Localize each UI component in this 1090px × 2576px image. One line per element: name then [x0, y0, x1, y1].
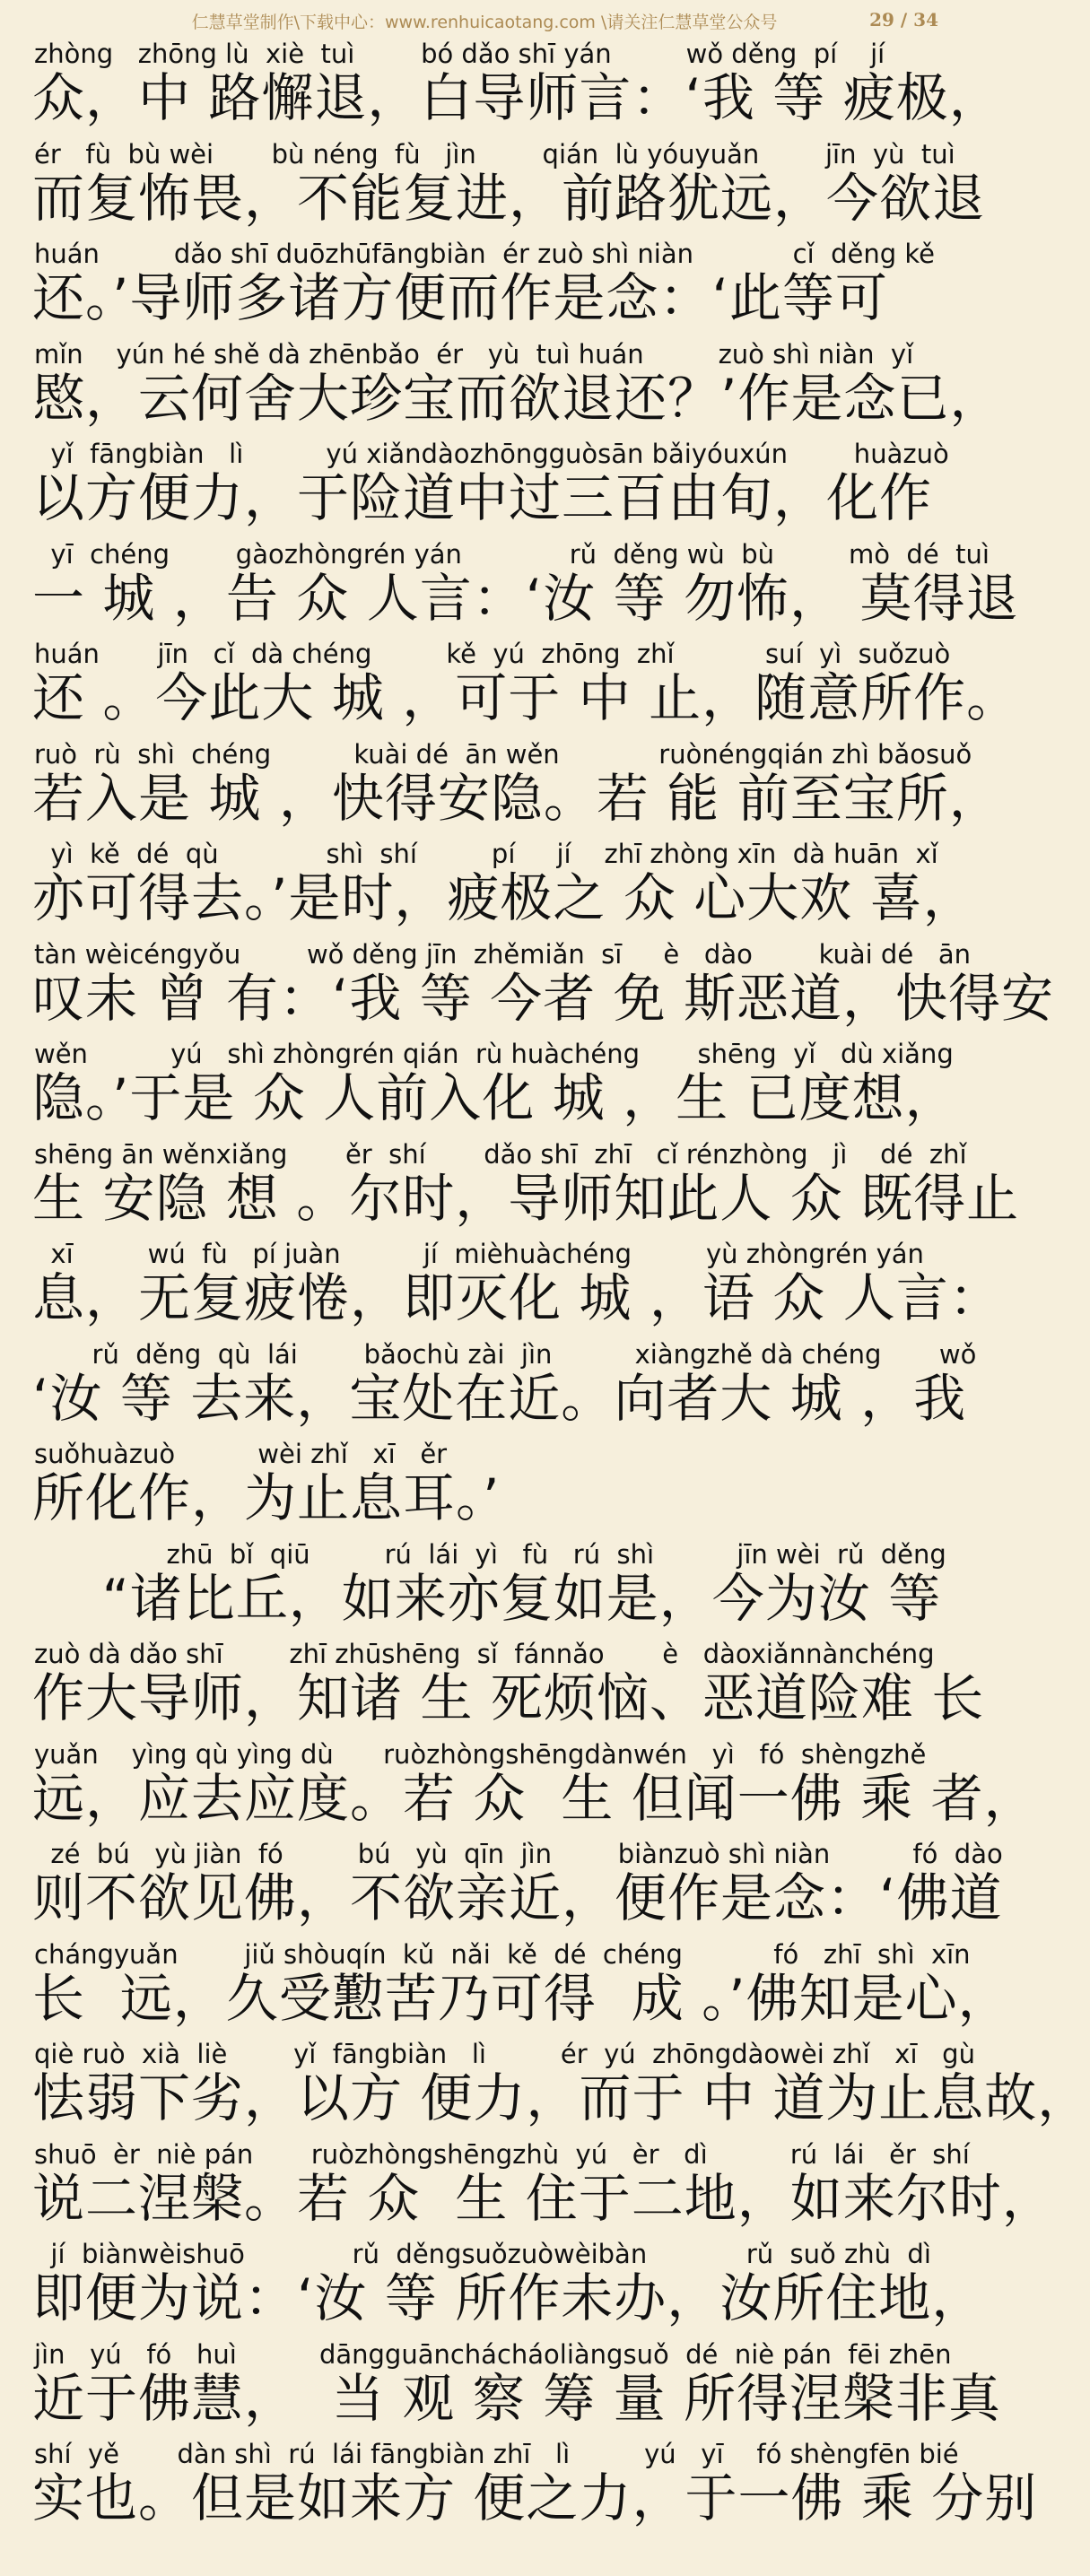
pinyin-annotation: zhòng zhōng lù xiè tuì bó dǎo shī yán wǒ děng pí jí	[34, 39, 885, 69]
hanzi-text: 则不欲见佛，不欲亲近，便作是念：‘佛道	[32, 1867, 1003, 1928]
hanzi-text: 一 城 ，告 众 人言：‘汝 等 勿怖， 莫得退	[32, 567, 1019, 629]
text-line	[27, 1736, 1037, 1837]
hanzi-text: 长 远，久受懃苦乃可得 成 。’佛知是心，	[32, 1967, 1011, 2029]
text-line	[27, 736, 1002, 837]
text-line	[27, 236, 942, 336]
hanzi-text: 实也。但是如来方 便之力，于一佛 乘 分别	[32, 2467, 1038, 2528]
hanzi-text: 以方便力，于险道中过三百由旬，化作	[32, 467, 933, 528]
text-line	[27, 2036, 1090, 2137]
page-header: 仁慧草堂制作\下载中心：www.renhuicaotang.com \请关注仁慧草堂公众号	[191, 12, 778, 32]
text-line	[27, 1536, 946, 1637]
text-line	[27, 1336, 977, 1437]
text-line	[27, 936, 1055, 1037]
pinyin-annotation: zé bú yù jiàn fó bú yù qīn jìn biànzuò shì niàn fó dào	[34, 1839, 1003, 1869]
pinyin-annotation: suǒhuàzuò wèi zhǐ xī ěr	[34, 1439, 448, 1469]
text-line	[27, 36, 1002, 136]
pinyin-annotation: jí biànwèishuō rǔ děngsuǒzuòwèibàn rǔ suǒ zhù dì	[34, 2239, 931, 2269]
text-line	[27, 2137, 1055, 2237]
pinyin-annotation: shí yě dàn shì rú lái fāngbiàn zhī lì yú yī fó shèngfēn bié	[34, 2439, 959, 2469]
text-line	[27, 836, 976, 936]
hanzi-text: 而复怖畏，不能复进，前路犹远，今欲退	[32, 167, 986, 229]
pinyin-annotation: zuò dà dǎo shī zhī zhūshēng sǐ fánnǎo è dàoxiǎnnànchéng	[34, 1639, 935, 1669]
hanzi-text: “诸比丘，如来亦复如是，今为汝 等	[32, 1567, 942, 1629]
hanzi-text: ‘汝 等 去来，宝处在近。向者大 城 ，我	[32, 1367, 967, 1429]
pinyin-annotation: qiè ruò xià liè yǐ fāngbiàn lì ér yú zhōngdàowèi zhǐ xī gù	[34, 2039, 975, 2069]
pinyin-annotation: chángyuǎn jiǔ shòuqín kǔ nǎi kě dé chéng fó zhī shì xīn	[34, 1938, 971, 1970]
text-line	[27, 136, 986, 237]
text-line	[27, 536, 1019, 637]
hanzi-text: 还。’导师多诸方便而作是念：‘此等可	[32, 267, 888, 328]
text-line	[27, 2236, 985, 2337]
pinyin-annotation: mǐn yún hé shě dà zhēnbǎo ér yù tuì huán zuò shì niàn yǐ	[34, 338, 914, 370]
pinyin-annotation: yuǎn yìng qù yìng dù ruòzhòngshēngdànwén yì fó shèngzhě	[34, 1738, 927, 1770]
text-line	[27, 1636, 985, 1736]
pinyin-annotation: wěn yú shì zhòngrén qián rù huàchéng shēng yǐ dù xiǎng	[34, 1039, 954, 1069]
pinyin-annotation: huán jīn cǐ dà chéng kě yú zhōng zhǐ suí yì suǒzuò	[34, 639, 951, 669]
pinyin-annotation: zhū bǐ qiū rú lái yì fù rú shì jīn wèi rǔ děng	[34, 1538, 946, 1570]
pinyin-annotation: huán dǎo shī duōzhūfāngbiàn ér zuò shì niàn cǐ děng kě	[34, 239, 935, 269]
hanzi-text: 说二涅槃。若 众 生 住于二地，如来尔时，	[32, 2167, 1055, 2229]
hanzi-text: 若入是 城 ，快得安隐。若 能 前至宝所，	[32, 767, 1002, 829]
hanzi-text: 愍，云何舍大珍宝而欲退还？’作是念已，	[32, 367, 1003, 429]
pinyin-annotation: rǔ děng qù lái bǎochù zài jìn xiàngzhě dà chéng wǒ	[34, 1338, 977, 1370]
text-line	[27, 1436, 942, 1536]
scripture-text	[27, 36, 1090, 2537]
text-line	[27, 1036, 958, 1136]
hanzi-text: 众，中 路懈退，白导师言：‘我 等 疲极，	[32, 67, 1002, 128]
hanzi-text: 息，无复疲惓，即灭化 城 ，语 众 人言：	[32, 1267, 1002, 1328]
pinyin-annotation: ér fù bù wèi bù néng fù jìn qián lù yóuyuǎn jīn yù tuì	[34, 138, 955, 170]
hanzi-text: 生 安隐 想 。尔时，导师知此人 众 既得止	[32, 1167, 1020, 1229]
page-number: 29 / 34	[869, 9, 938, 30]
hanzi-text: 怯弱下劣，以方 便力，而于 中 道为止息故，	[32, 2067, 1090, 2128]
text-line	[27, 2337, 1002, 2437]
text-line	[27, 436, 949, 536]
text-line	[27, 636, 1020, 736]
text-line	[27, 336, 1003, 437]
pinyin-annotation: ruò rù shì chéng kuài dé ān wěn ruònéngqián zhì bǎosuǒ	[34, 738, 972, 770]
hanzi-text: 所化作，为止息耳。’	[32, 1467, 501, 1528]
pinyin-annotation: yì kě dé qù shì shí pí jí zhī zhòng xīn dà huān xǐ	[34, 839, 938, 869]
text-line	[27, 1936, 1011, 2037]
pinyin-annotation: yǐ fāngbiàn lì yú xiǎndàozhōngguòsān bǎiyóuxún huàzuò	[34, 439, 949, 469]
hanzi-text: 隐。’于是 众 人前入化 城 ，生 已度想，	[32, 1067, 958, 1128]
hanzi-text: 近于佛慧， 当 观 察 筹 量 所得涅槃非真	[32, 2367, 1002, 2429]
text-line	[27, 1236, 1002, 1336]
text-line	[27, 1836, 1003, 1936]
text-line	[27, 2436, 1038, 2537]
pinyin-annotation: shēng ān wěnxiǎng ěr shí dǎo shī zhī cǐ rénzhòng jì dé zhǐ	[34, 1138, 967, 1170]
text-line	[27, 1136, 1020, 1237]
hanzi-text: 作大导师，知诸 生 死烦恼、恶道险难 长	[32, 1667, 985, 1728]
hanzi-text: 亦可得去。’是时，疲极之 众 心大欢 喜，	[32, 867, 976, 928]
pinyin-annotation: shuō èr niè pán ruòzhòngshēngzhù yú èr dì rú lái ěr shí	[34, 2138, 970, 2170]
pinyin-annotation: tàn wèicéngyǒu wǒ děng jīn zhěmiǎn sī è dào kuài dé ān	[34, 938, 971, 970]
hanzi-text: 远，应去应度。若 众 生 但闻一佛 乘 者，	[32, 1767, 1037, 1829]
pinyin-annotation: xī wú fù pí juàn jí mièhuàchéng yù zhòngrén yán	[34, 1239, 924, 1269]
pinyin-annotation: jìn yú fó huì dāngguānchácháoliàngsuǒ dé niè pán fēi zhēn	[34, 2338, 952, 2370]
pinyin-annotation: yī chéng gàozhòngrén yán rǔ děng wù bù mò dé tuì	[34, 538, 990, 570]
hanzi-text: 叹未 曾 有：‘我 等 今者 免 斯恶道，快得安	[32, 967, 1055, 1029]
hanzi-text: 即便为说：‘汝 等 所作未办，汝所住地，	[32, 2267, 985, 2328]
hanzi-text: 还 。今此大 城 ，可于 中 止，随意所作。	[32, 667, 1020, 728]
